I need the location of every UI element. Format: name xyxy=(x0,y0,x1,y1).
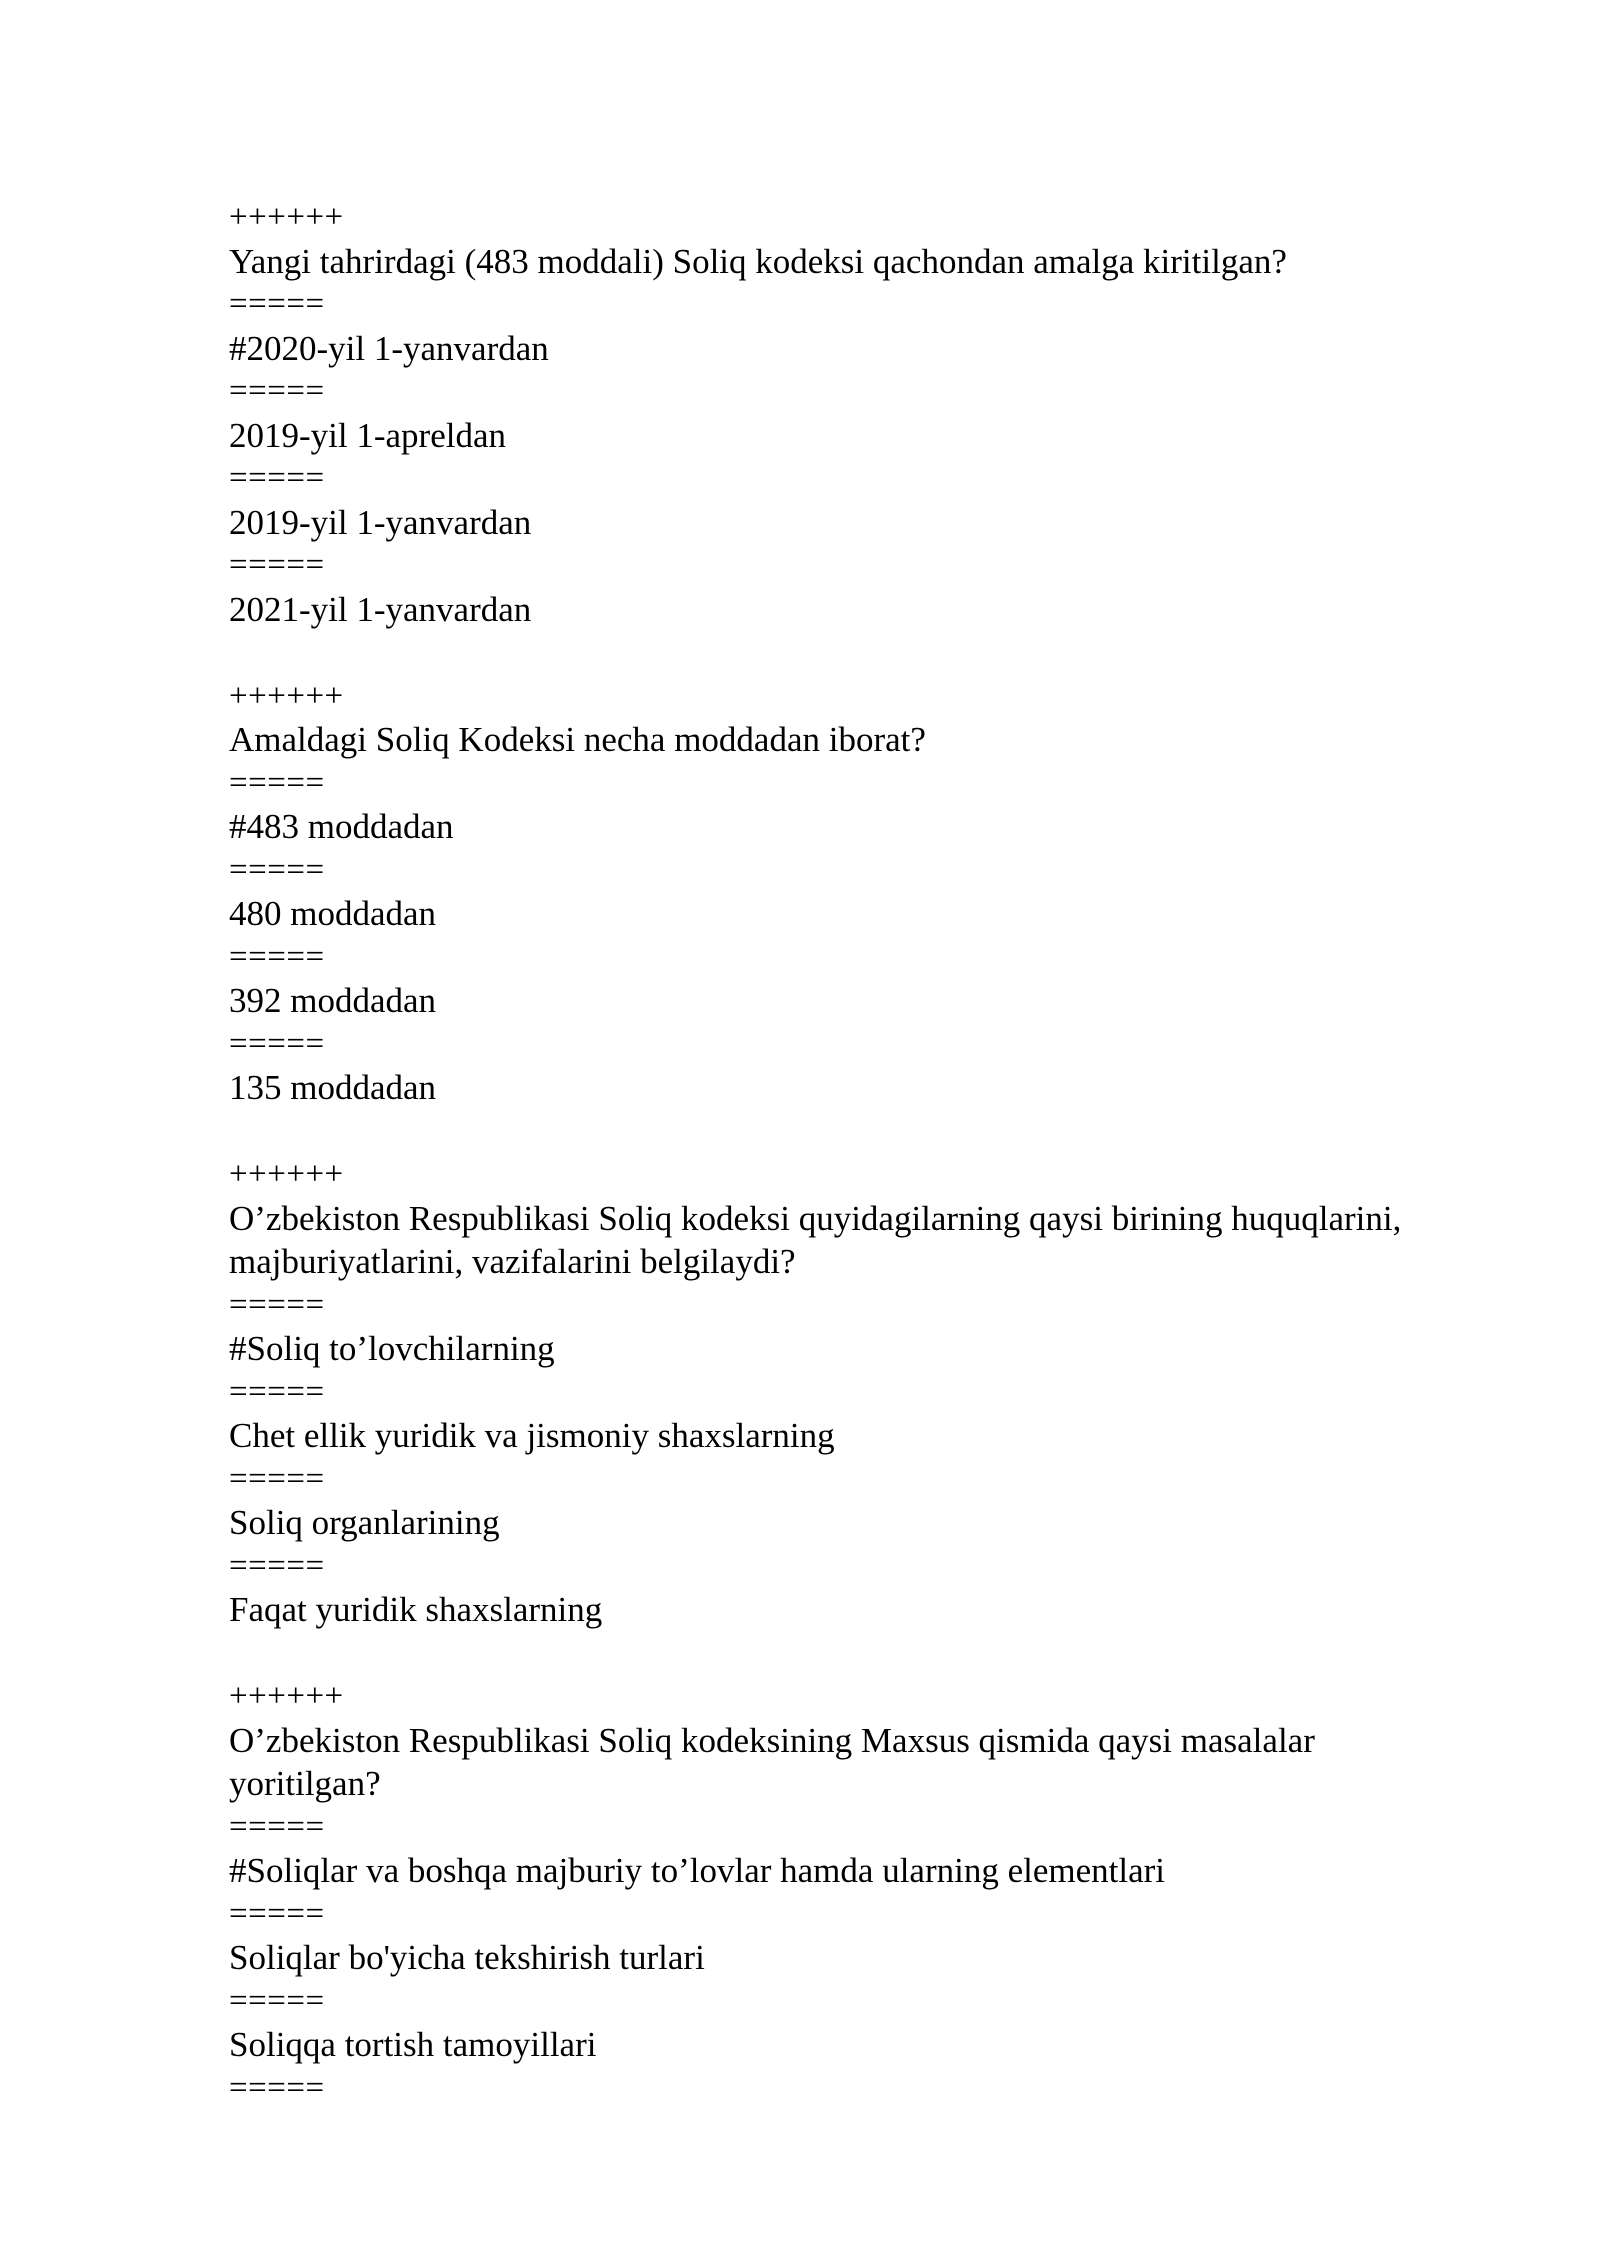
question-text: Amaldagi Soliq Kodeksi necha moddadan iborat? xyxy=(229,720,926,759)
answer-separator: ===== xyxy=(229,851,325,888)
answer-separator: ===== xyxy=(229,1286,325,1323)
question-start-marker: ++++++ xyxy=(229,677,344,714)
answer-separator: ===== xyxy=(229,1808,325,1845)
answer-option: 480 moddadan xyxy=(229,894,437,933)
question-start-marker: ++++++ xyxy=(229,1156,344,1192)
answer-separator: ===== xyxy=(229,1460,325,1497)
question-block xyxy=(229,196,1429,631)
answer-separator: ===== xyxy=(229,1025,325,1062)
question-text: O’zbekiston Respublikasi Soliq kodeksi quyidagilarning qaysi birining huquqlarini, majburiyatlarini, vazifalarini belgilaydi? xyxy=(229,1198,1411,1281)
blank-line xyxy=(229,1110,1429,1154)
answer-option: #2020-yil 1-yanvardan xyxy=(229,328,549,368)
question-text: Yangi tahrirdagi (483 moddali) Soliq kodeksi qachondan amalga kiritilgan? xyxy=(229,241,1287,281)
answer-option: #483 moddadan xyxy=(229,807,454,846)
answer-option: 2019-yil 1-yanvardan xyxy=(229,502,532,542)
question-block xyxy=(229,675,1429,1110)
answer-option: Soliqlar bo'yicha tekshirish turlari xyxy=(229,1938,705,1977)
document-body xyxy=(229,196,1429,2110)
answer-option: #Soliqlar va boshqa majburiy to’lovlar hamda ularning elementlari xyxy=(229,1851,1165,1890)
answer-option: Faqat yuridik shaxslarning xyxy=(229,1590,603,1629)
answer-option: 135 moddadan xyxy=(229,1068,437,1107)
blank-line xyxy=(229,631,1429,675)
answer-separator: ===== xyxy=(229,547,325,583)
answer-separator: ===== xyxy=(229,764,325,801)
blank-line xyxy=(229,1632,1429,1676)
answer-option: Chet ellik yuridik va jismoniy shaxslarning xyxy=(229,1416,835,1455)
question-start-marker: ++++++ xyxy=(229,1678,344,1714)
answer-separator: ===== xyxy=(229,1895,325,1932)
question-start-marker: ++++++ xyxy=(229,199,344,235)
question-block xyxy=(229,1153,1429,1632)
answer-separator: ===== xyxy=(229,938,325,975)
answer-separator: ===== xyxy=(229,2069,325,2106)
answer-separator: ===== xyxy=(229,1373,325,1410)
answer-option: 2021-yil 1-yanvardan xyxy=(229,589,532,629)
answer-option: Soliq organlarining xyxy=(229,1503,500,1542)
answer-separator: ===== xyxy=(229,373,325,409)
answer-option: #Soliq to’lovchilarning xyxy=(229,1329,555,1368)
answer-option: 392 moddadan xyxy=(229,981,437,1020)
answer-separator: ===== xyxy=(229,460,325,496)
answer-separator: ===== xyxy=(229,286,325,322)
answer-separator: ===== xyxy=(229,1547,325,1584)
answer-option: 2019-yil 1-apreldan xyxy=(229,415,506,455)
question-text: O’zbekiston Respublikasi Soliq kodeksining Maxsus qismida qaysi masalalar yoritilgan? xyxy=(229,1720,1324,1803)
question-block xyxy=(229,1675,1429,2110)
answer-separator: ===== xyxy=(229,1982,325,2019)
answer-option: Soliqqa tortish tamoyillari xyxy=(229,2025,597,2064)
